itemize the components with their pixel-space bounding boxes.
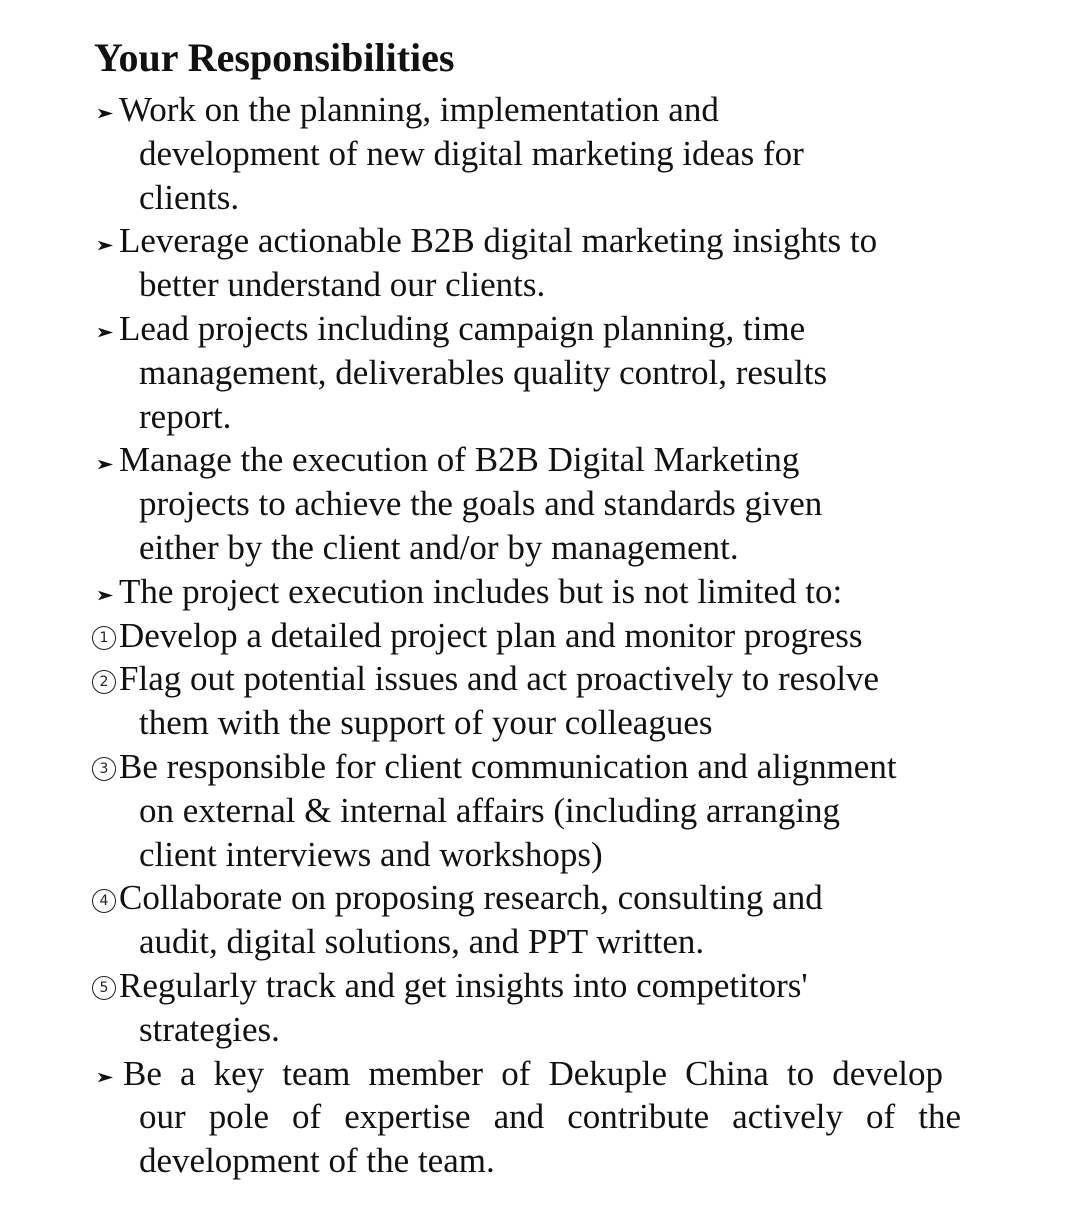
list-item-text-line: either by the client and/or by management. [139, 527, 739, 567]
arrowhead-bullet-icon [92, 307, 118, 351]
list-item-text-line: Collaborate on proposing research, consulting and [119, 878, 823, 918]
page-title: Your Responsibilities [94, 35, 455, 80]
list-item-text-line: Lead projects including campaign planning, time [119, 308, 806, 348]
list-item-text-line: report. [139, 396, 232, 436]
list-item [0, 438, 961, 569]
list-item-text-line: strategies. [139, 1009, 280, 1049]
list-item-text-line: Be a key team member of Dekuple China to develop [123, 1053, 943, 1093]
list-item [0, 88, 961, 219]
list-item-text-line: Regularly track and get insights into competitors' [119, 965, 808, 1005]
list-item-text-line: Manage the execution of B2B Digital Marketing [119, 440, 800, 480]
responsibilities-list [0, 88, 1080, 1183]
arrowhead-bullet-icon [92, 88, 118, 132]
list-item [0, 745, 961, 876]
list-item [0, 1052, 961, 1183]
circled-number-label: 1 [92, 626, 116, 650]
list-item [0, 964, 961, 1052]
list-item [0, 219, 961, 307]
list-item-text-line: Work on the planning, implementation and [119, 90, 719, 129]
list-item-text-line: them with the support of your colleagues [139, 703, 713, 743]
list-item-text-line: Develop a detailed project plan and monitor progress [119, 615, 863, 655]
circled-number-icon [91, 876, 117, 920]
list-item-text-line: better understand our clients. [139, 265, 546, 305]
arrowhead-bullet-icon [92, 570, 118, 614]
list-item-text-line: Be responsible for client communication and alignment [119, 746, 897, 786]
list-item-text-line: audit, digital solutions, and PPT written. [139, 922, 705, 962]
list-item-text-line: projects to achieve the goals and standards given [139, 484, 823, 524]
arrowhead-bullet-icon [92, 1052, 118, 1096]
list-item-text-line: Flag out potential issues and act proactively to resolve [119, 659, 880, 699]
circled-number-label: 3 [92, 757, 116, 781]
list-item-text-line: development of the team. [139, 1141, 495, 1181]
circled-number-icon [91, 657, 117, 701]
list-item [0, 570, 961, 614]
list-item-text-line: development of new digital marketing ideas for [139, 133, 804, 173]
circled-number-label: 2 [92, 670, 116, 694]
circled-number-label: 5 [92, 976, 116, 1000]
arrowhead-bullet-icon [92, 219, 118, 263]
list-item-text-line: client interviews and workshops) [139, 834, 603, 874]
list-item [0, 614, 961, 658]
list-item [0, 876, 961, 964]
list-item [0, 657, 961, 745]
circled-number-icon [91, 964, 117, 1008]
list-item-text-line: management, deliverables quality control, results [139, 352, 828, 392]
list-item-text-line: Leverage actionable B2B digital marketing insights to [119, 221, 878, 261]
circled-number-label: 4 [92, 889, 116, 913]
list-item-text-line: our pole of expertise and contribute actively of the [139, 1097, 961, 1137]
list-item-text-line: clients. [139, 177, 240, 217]
circled-number-icon [91, 745, 117, 789]
arrowhead-bullet-icon [92, 438, 118, 482]
list-item [0, 307, 961, 438]
circled-number-icon [91, 614, 117, 658]
list-item-text-line: The project execution includes but is not limited to: [119, 571, 843, 611]
list-item-text-line: on external & internal affairs (including arranging [139, 790, 841, 830]
